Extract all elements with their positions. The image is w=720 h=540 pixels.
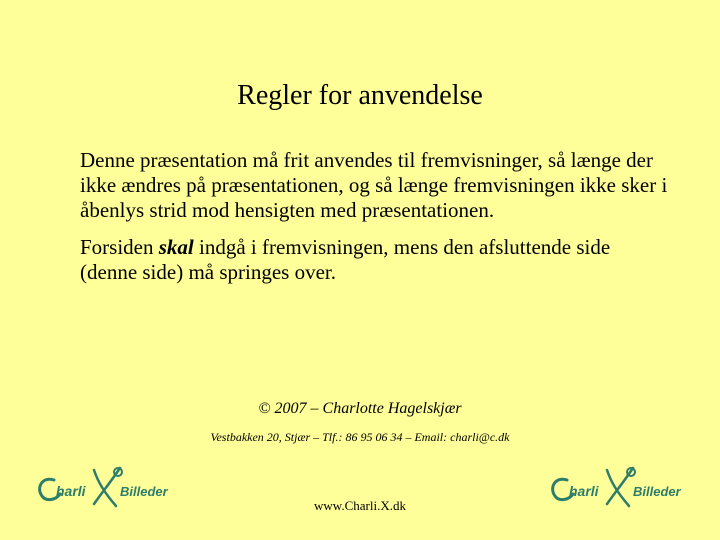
charlix-logo-icon bbox=[32, 462, 172, 512]
svg-text:harli: harli bbox=[569, 483, 599, 499]
emphasis-skal: skal bbox=[158, 235, 194, 259]
slide-title: Regler for anvendelse bbox=[237, 80, 483, 111]
slide-body bbox=[80, 148, 670, 297]
contact-address: Vestbakken 20, Stjær – Tlf.: 86 95 06 34 – Email: charli@c.dk bbox=[210, 430, 510, 444]
charlix-logo-left bbox=[32, 462, 172, 512]
copyright-line: © 2007 – Charlotte Hagelskjær bbox=[258, 400, 462, 417]
svg-text:Billeder: Billeder bbox=[633, 484, 681, 499]
website-url: www.Charli.X.dk bbox=[314, 498, 406, 513]
svg-text:harli: harli bbox=[56, 483, 86, 499]
usage-paragraph: Denne præsentation må frit anvendes til fremvisninger, så længe der ikke ændres på præsentationen, og så længe fremvisningen ikke sker i åbenlys strid mod hensigten med præsentationen. bbox=[80, 148, 668, 222]
charlix-logo-icon bbox=[545, 462, 685, 512]
charlix-logo-right bbox=[545, 462, 685, 512]
frontpage-text-end: indgå i fremvisningen, mens den afsluttende side (denne side) må springes over. bbox=[80, 235, 611, 284]
frontpage-text-start: Forsiden bbox=[80, 235, 159, 259]
frontpage-paragraph bbox=[80, 235, 670, 285]
svg-text:Billeder: Billeder bbox=[120, 484, 168, 499]
